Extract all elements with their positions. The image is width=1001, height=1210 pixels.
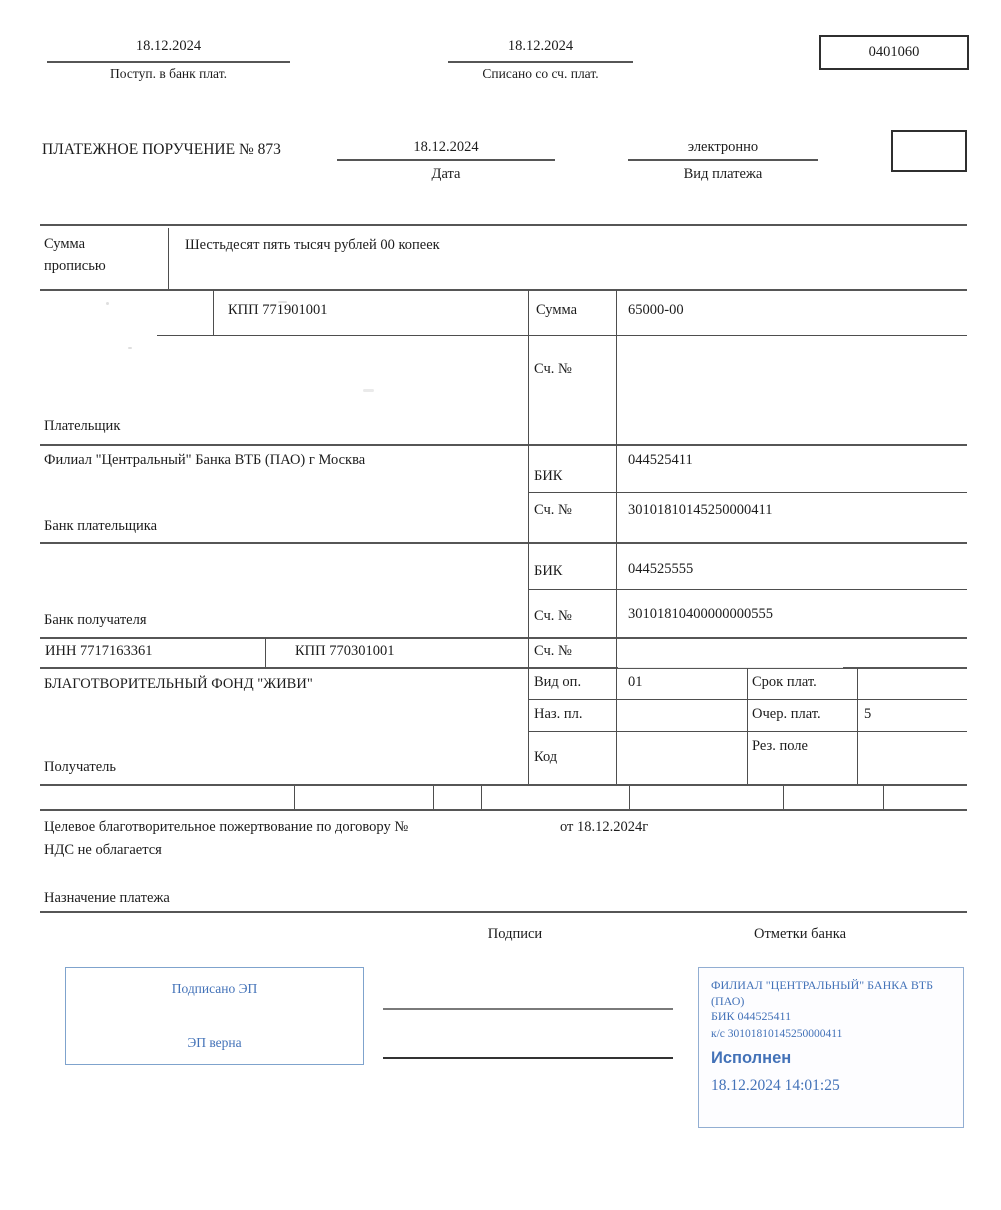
signature-line bbox=[383, 1057, 673, 1059]
sum-value: 65000-00 bbox=[628, 302, 684, 318]
stamp-corr-account: к/с 30101810145250000411 bbox=[711, 1027, 843, 1040]
receiver-inn: ИНН 7717163361 bbox=[45, 643, 153, 659]
stamp-bank-name: ФИЛИАЛ "ЦЕНТРАЛЬНЫЙ" БАНКА ВТБ (ПАО) bbox=[711, 978, 933, 1008]
document-title: ПЛАТЕЖНОЕ ПОРУЧЕНИЕ № 873 bbox=[42, 141, 281, 158]
op-type-value: 01 bbox=[628, 674, 643, 690]
stamp-datetime: 18.12.2024 14:01:25 bbox=[711, 1076, 840, 1094]
grid-hline bbox=[40, 784, 967, 786]
due-date-label: Срок плат. bbox=[752, 674, 817, 690]
payer-bank-bik-label: БИК bbox=[534, 468, 563, 484]
grid-vline bbox=[294, 786, 295, 809]
grid-vline bbox=[433, 786, 434, 809]
payment-type-label: Вид платежа bbox=[683, 166, 763, 182]
receiver-name: БЛАГОТВОРИТЕЛЬНЫЙ ФОНД "ЖИВИ" bbox=[44, 676, 313, 692]
payer-label: Плательщик bbox=[44, 418, 121, 434]
grid-hline bbox=[528, 589, 967, 590]
document-date-value: 18.12.2024 bbox=[413, 139, 479, 155]
esign-stamp-box bbox=[65, 967, 364, 1065]
amount-words-label-2: прописью bbox=[44, 258, 106, 274]
payer-bank-name: Филиал "Центральный" Банка ВТБ (ПАО) г Москва bbox=[44, 452, 366, 468]
form-code-box bbox=[819, 35, 969, 70]
amount-words-value: Шестьдесят пять тысяч рублей 00 копеек bbox=[185, 237, 440, 253]
stamp-bik: БИК 044525411 bbox=[711, 1009, 792, 1024]
receiver-bank-bik-label: БИК bbox=[534, 563, 563, 579]
reserve-field-label: Рез. поле bbox=[752, 738, 808, 754]
receiver-label: Получатель bbox=[44, 759, 116, 775]
redaction-mark bbox=[128, 347, 132, 349]
grid-vline bbox=[213, 290, 214, 335]
bank-execution-stamp bbox=[698, 967, 964, 1128]
esign-valid-text: ЭП верна bbox=[187, 1035, 242, 1050]
document-date-label: Дата bbox=[431, 166, 461, 182]
payment-type-value: электронно bbox=[687, 139, 759, 155]
stamp-status: Исполнен bbox=[711, 1048, 792, 1067]
code-label: Код bbox=[534, 749, 558, 765]
signature-line bbox=[383, 1008, 673, 1010]
payer-bank-account-label: Сч. № bbox=[534, 502, 572, 518]
payment-type-line bbox=[628, 159, 818, 161]
esign-signed-text: Подписано ЭП bbox=[171, 981, 258, 996]
payer-bank-bik-value: 044525411 bbox=[628, 452, 693, 468]
purpose-code-label: Наз. пл. bbox=[534, 706, 583, 722]
purpose-label: Назначение платежа bbox=[44, 890, 170, 906]
grid-hline bbox=[40, 809, 967, 811]
payer-kpp: КПП 771901001 bbox=[228, 302, 328, 318]
grid-vline bbox=[857, 668, 858, 784]
grid-hline bbox=[40, 289, 967, 291]
purpose-line1: Целевое благотворительное пожертвование по договору № bbox=[44, 819, 409, 835]
bank-marks-heading: Отметки банка bbox=[753, 926, 847, 942]
received-in-bank-date: 18.12.2024 bbox=[135, 38, 202, 54]
order-value: 5 bbox=[864, 706, 872, 722]
received-in-bank-line bbox=[47, 61, 290, 63]
payer-account-label: Сч. № bbox=[534, 361, 572, 377]
receiver-kpp: КПП 770301001 bbox=[295, 643, 395, 659]
signatures-heading: Подписи bbox=[487, 926, 543, 942]
debited-date: 18.12.2024 bbox=[507, 38, 574, 54]
grid-vline bbox=[747, 668, 748, 784]
redaction-mark bbox=[363, 389, 374, 392]
document-date-line bbox=[337, 159, 555, 161]
order-label: Очер. плат. bbox=[752, 706, 821, 722]
status-code-box bbox=[891, 130, 967, 172]
grid-vline bbox=[883, 786, 884, 809]
grid-vline bbox=[168, 228, 169, 289]
payer-bank-account-value: 30101810145250000411 bbox=[628, 502, 773, 518]
grid-vline bbox=[629, 786, 630, 809]
purpose-line1-date: от 18.12.2024г bbox=[560, 819, 649, 835]
form-code: 0401060 bbox=[868, 44, 920, 60]
grid-hline bbox=[40, 224, 967, 226]
receiver-bank-account-value: 30101810400000000555 bbox=[628, 606, 773, 622]
receiver-bank-account-label: Сч. № bbox=[534, 608, 572, 624]
received-in-bank-label: Поступ. в банк плат. bbox=[110, 66, 227, 81]
grid-vline bbox=[265, 638, 266, 667]
grid-hline bbox=[40, 637, 967, 639]
debited-label: Списано со сч. плат. bbox=[482, 66, 599, 81]
receiver-account-label: Сч. № bbox=[534, 643, 572, 659]
grid-vline bbox=[783, 786, 784, 809]
grid-vline bbox=[528, 290, 529, 784]
grid-vline bbox=[616, 290, 617, 784]
sum-label: Сумма bbox=[536, 302, 578, 318]
grid-hline bbox=[40, 542, 967, 544]
payer-bank-label: Банк плательщика bbox=[44, 518, 158, 534]
grid-hline bbox=[40, 444, 967, 446]
redaction-mark bbox=[618, 659, 843, 668]
grid-hline bbox=[157, 335, 967, 336]
receiver-bank-label: Банк получателя bbox=[44, 612, 147, 628]
redaction-mark bbox=[106, 302, 109, 305]
grid-hline bbox=[40, 911, 967, 913]
op-type-label: Вид оп. bbox=[534, 674, 582, 690]
debited-line bbox=[448, 61, 633, 63]
receiver-bank-bik-value: 044525555 bbox=[628, 561, 694, 577]
amount-words-label-1: Сумма bbox=[44, 236, 86, 252]
grid-vline bbox=[481, 786, 482, 809]
purpose-line2: НДС не облагается bbox=[44, 842, 162, 858]
grid-hline bbox=[528, 492, 967, 493]
